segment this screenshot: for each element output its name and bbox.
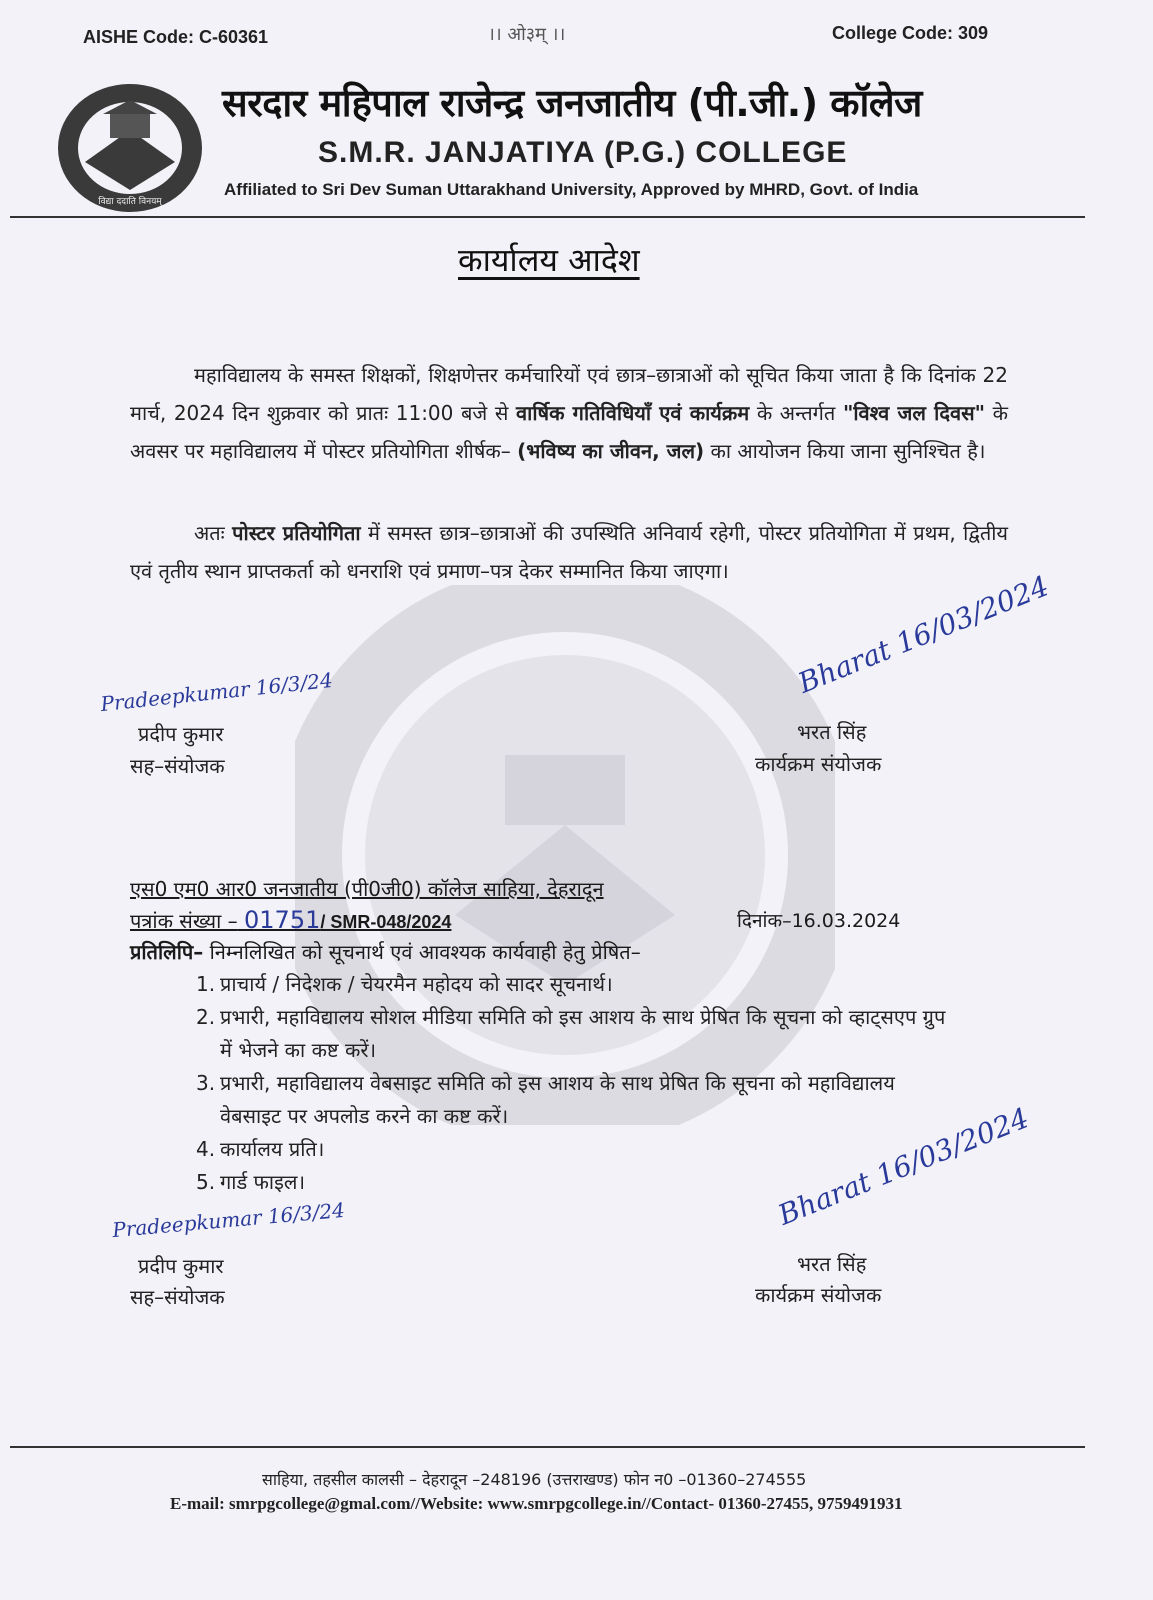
signature-bharat-bottom: Bharat 16/03/2024 <box>773 1101 1034 1232</box>
list-item: 2. प्रभारी, महाविद्यालय सोशल मीडिया समिति को इस आशय के साथ प्रेषित कि सूचना को व्हाट्सएप ग्रुप में भेजने का कष्ट करें। <box>196 1005 946 1062</box>
college-title-hindi: सरदार महिपाल राजेन्द्र जनजातीय (पी.जी.) कॉलेज <box>222 81 922 125</box>
signer-name-left-bottom: प्रदीप कुमार <box>138 1254 224 1278</box>
signature-pradeep-bottom: Pradeepkumar 16/3/24 <box>111 1197 346 1243</box>
order-paragraph-1: महाविद्यालय के समस्त शिक्षकों, शिक्षणेत्तर कर्मचारियों एवं छात्र–छात्राओं को सूचित किया जाता है कि दिनांक 22 मार्च, 2024 दिन शुक्रवार को प्रातः 11:00 बजे से वार्षिक गतिविधियाँ एवं कार्यक्रम के अन्तर्गत "विश्व जल दिवस" के अवसर पर महाविद्यालय में पोस्टर प्रतियोगिता शीर्षक– (भविष्य का जीवन, जल) का आयोजन किया जाना सुनिश्चित है। <box>130 363 1009 463</box>
letter-number-line: पत्रांक संख्या – 01751/ SMR-048/2024 <box>130 906 452 934</box>
header-rule <box>10 216 1085 218</box>
list-item: 5. गार्ड फाइल। <box>196 1170 306 1194</box>
footer-address: साहिया, तहसील कालसी – देहरादून –248196 (उत्तराखण्ड) फोन न0 –01360–274555 <box>262 1470 807 1489</box>
order-heading: कार्यालय आदेश <box>458 241 640 279</box>
dispatch-college-line: एस0 एम0 आर0 जनजातीय (पी0जी0) कॉलेज साहिया, देहरादून <box>130 877 604 901</box>
footer-contact: E-mail: smrpgcollege@gmal.com//Website: www.smrpgcollege.in//Contact- 01360-27455, 9759491931 <box>170 1494 903 1513</box>
college-title-english: S.M.R. JANJATIYA (P.G.) COLLEGE <box>318 136 848 169</box>
signer-name-right-bottom: भरत सिंह <box>797 1252 867 1276</box>
signer-name-left-top: प्रदीप कुमार <box>138 722 224 746</box>
footer-rule <box>10 1446 1085 1448</box>
copy-recipient-list <box>196 968 956 1199</box>
signer-name-right-top: भरत सिंह <box>797 720 867 744</box>
copy-to-line: प्रतिलिपि– निम्नलिखित को सूचनार्थ एवं आवश्यक कार्यवाही हेतु प्रेषित– <box>130 940 641 964</box>
signer-role-left-top: सह–संयोजक <box>130 754 225 778</box>
college-code: College Code: 309 <box>832 23 989 43</box>
list-item: 4. कार्यालय प्रति। <box>196 1137 325 1161</box>
order-paragraph-2: अतः पोस्टर प्रतियोगिता में समस्त छात्र–छात्राओं की उपस्थिति अनिवार्य रहेगी, पोस्टर प्रतियोगिता में प्रथम, द्वितीय एवं तृतीय स्थान प्राप्तकर्ता को धनराशि एवं प्रमाण–पत्र देकर सम्मानित किया जाएगा। <box>130 521 1009 583</box>
dispatch-date: दिनांक–16.03.2024 <box>737 910 901 932</box>
om-invocation: ।। ओ३म् ।। <box>488 24 566 45</box>
list-item: 3. प्रभारी, महाविद्यालय वेबसाइट समिति को इस आशय के साथ प्रेषित कि सूचना को महाविद्यालय वेबसाइट पर अपलोड करने का कष्ट करें। <box>196 1071 895 1128</box>
college-logo <box>55 82 205 214</box>
signer-role-right-top: कार्यक्रम संयोजक <box>755 752 882 776</box>
svg-text:विद्या ददाति विनयम्: विद्या ददाति विनयम् <box>98 197 162 207</box>
signature-pradeep-top: Pradeepkumar 16/3/24 <box>99 667 334 717</box>
signer-role-left-bottom: सह–संयोजक <box>130 1285 225 1309</box>
list-item: 1. प्राचार्य / निदेशक / चेयरमैन महोदय को सादर सूचनार्थ। <box>196 972 613 996</box>
handwritten-letter-number: 01751 <box>244 906 321 934</box>
affiliation-line: Affiliated to Sri Dev Suman Uttarakhand University, Approved by MHRD, Govt. of India <box>224 180 919 199</box>
signer-role-right-bottom: कार्यक्रम संयोजक <box>755 1283 882 1307</box>
aishe-code: AISHE Code: C-60361 <box>83 27 269 47</box>
signature-bharat-top: Bharat 16/03/2024 <box>793 569 1054 700</box>
